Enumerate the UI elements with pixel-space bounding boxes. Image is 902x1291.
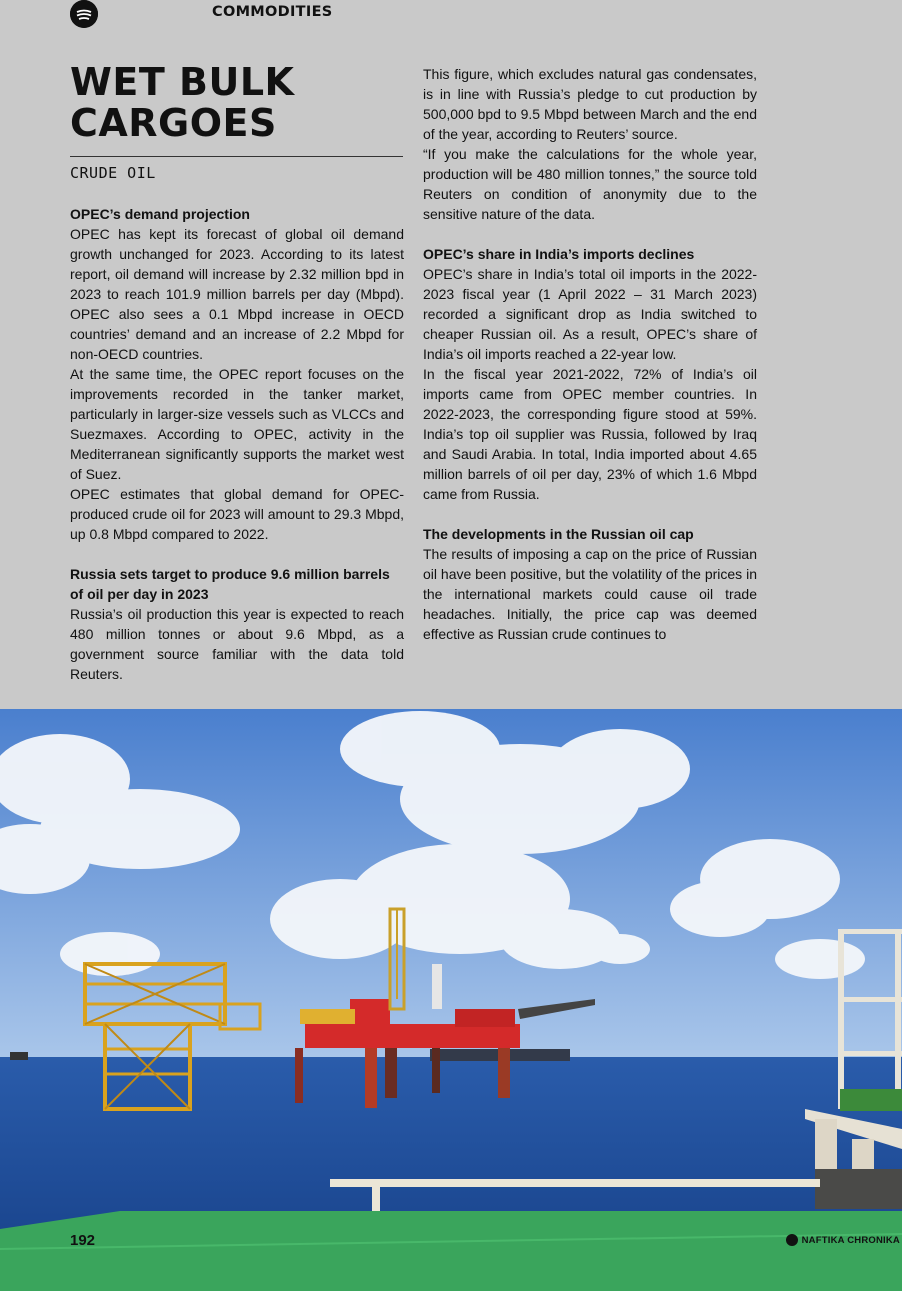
right-column [423,64,757,644]
paragraph: OPEC’s share in India’s total oil imports in the 2022-2023 fiscal year (1 April 2022 – 31 March 2023) recorded a significant drop as India switched to cheaper Russian oil. As a result, OPEC’s share of India’s oil imports reached a 22-year low. [423,266,757,362]
paragraph: “If you make the calculations for the whole year, production will be 480 million tonnes,” the source told Reuters on condition of anonymity due to the sensitive nature of the data. [423,146,757,222]
paragraph: OPEC has kept its forecast of global oil demand growth unchanged for 2023. According to its latest report, oil demand will increase by 2.32 million bpd in 2023 to reach 101.9 million barrels per day (Mbpd). OPEC also sees a 0.1 Mbpd increase in OECD countries’ demand and an increase of 2.2 Mbpd for non-OECD countries. [70,226,404,362]
naftika-logo-icon [70,0,98,28]
paragraph: Russia’s oil production this year is expected to reach 480 million tonnes or about 9.6 Mbpd, as a government source familiar with the data told Reuters. [70,606,404,682]
foreground-rail [330,1179,820,1187]
heading-russia-target: Russia sets target to produce 9.6 million barrels of oil per day in 2023 [70,566,390,602]
green-deck [0,1211,902,1291]
title-line-2: CARGOES [70,101,277,145]
spacer [423,504,757,524]
paragraph: In the fiscal year 2021-2022, 72% of India’s oil imports came from OPEC member countries. In 2022-2023, the corresponding figure stood at 59%. India’s top oil supplier was Russia, followed by Iraq and Saudi Arabia. In total, India imported about 4.65 million barrels of oil per day, 23% of which 1.6 Mbpd came from Russia. [423,366,757,502]
spacer [423,224,757,244]
paragraph: At the same time, the OPEC report focuses on the improvements recorded in the tanker market, particularly in larger-size vessels such as VLCCs and Suezmaxes. According to OPEC, activity in the Mediterranean significantly supports the market west of Suez. [70,366,404,482]
publication-name [786,1234,900,1246]
offshore-platform-photo [0,709,902,1291]
publication-label: NAFTIKA CHRONIKA [801,1234,900,1246]
left-column [70,204,404,684]
title-line-1: WET BULK [70,60,295,104]
publication-logo-icon [786,1234,798,1246]
section-label: COMMODITIES [212,4,333,20]
distant-rig [10,1052,28,1060]
rail-post [372,1179,380,1214]
paragraph: This figure, which excludes natural gas condensates, is in line with Russia’s pledge to cut production by 500,000 bpd to 9.5 Mbpd between March and the end of the year, according to Reuters’ source. [423,66,757,142]
heading-opec-demand: OPEC’s demand projection [70,206,250,222]
heading-russian-oil-cap: The developments in the Russian oil cap [423,526,694,542]
page-number: 192 [70,1232,96,1249]
title-divider [70,156,403,157]
subsection-heading: CRUDE OIL [70,164,156,182]
heading-india-imports: OPEC’s share in India’s imports declines [423,246,695,262]
spacer [70,544,404,564]
paragraph: The results of imposing a cap on the price of Russian oil have been positive, but the volatility of the prices in the international markets could cause oil trade headaches. Initially, the price cap was deemed effective as Russian crude continues to [423,546,757,642]
article-title [70,62,410,144]
paragraph: OPEC estimates that global demand for OPEC-produced crude oil for 2023 will amount to 29.3 Mbpd, up 0.8 Mbpd compared to 2022. [70,486,404,542]
